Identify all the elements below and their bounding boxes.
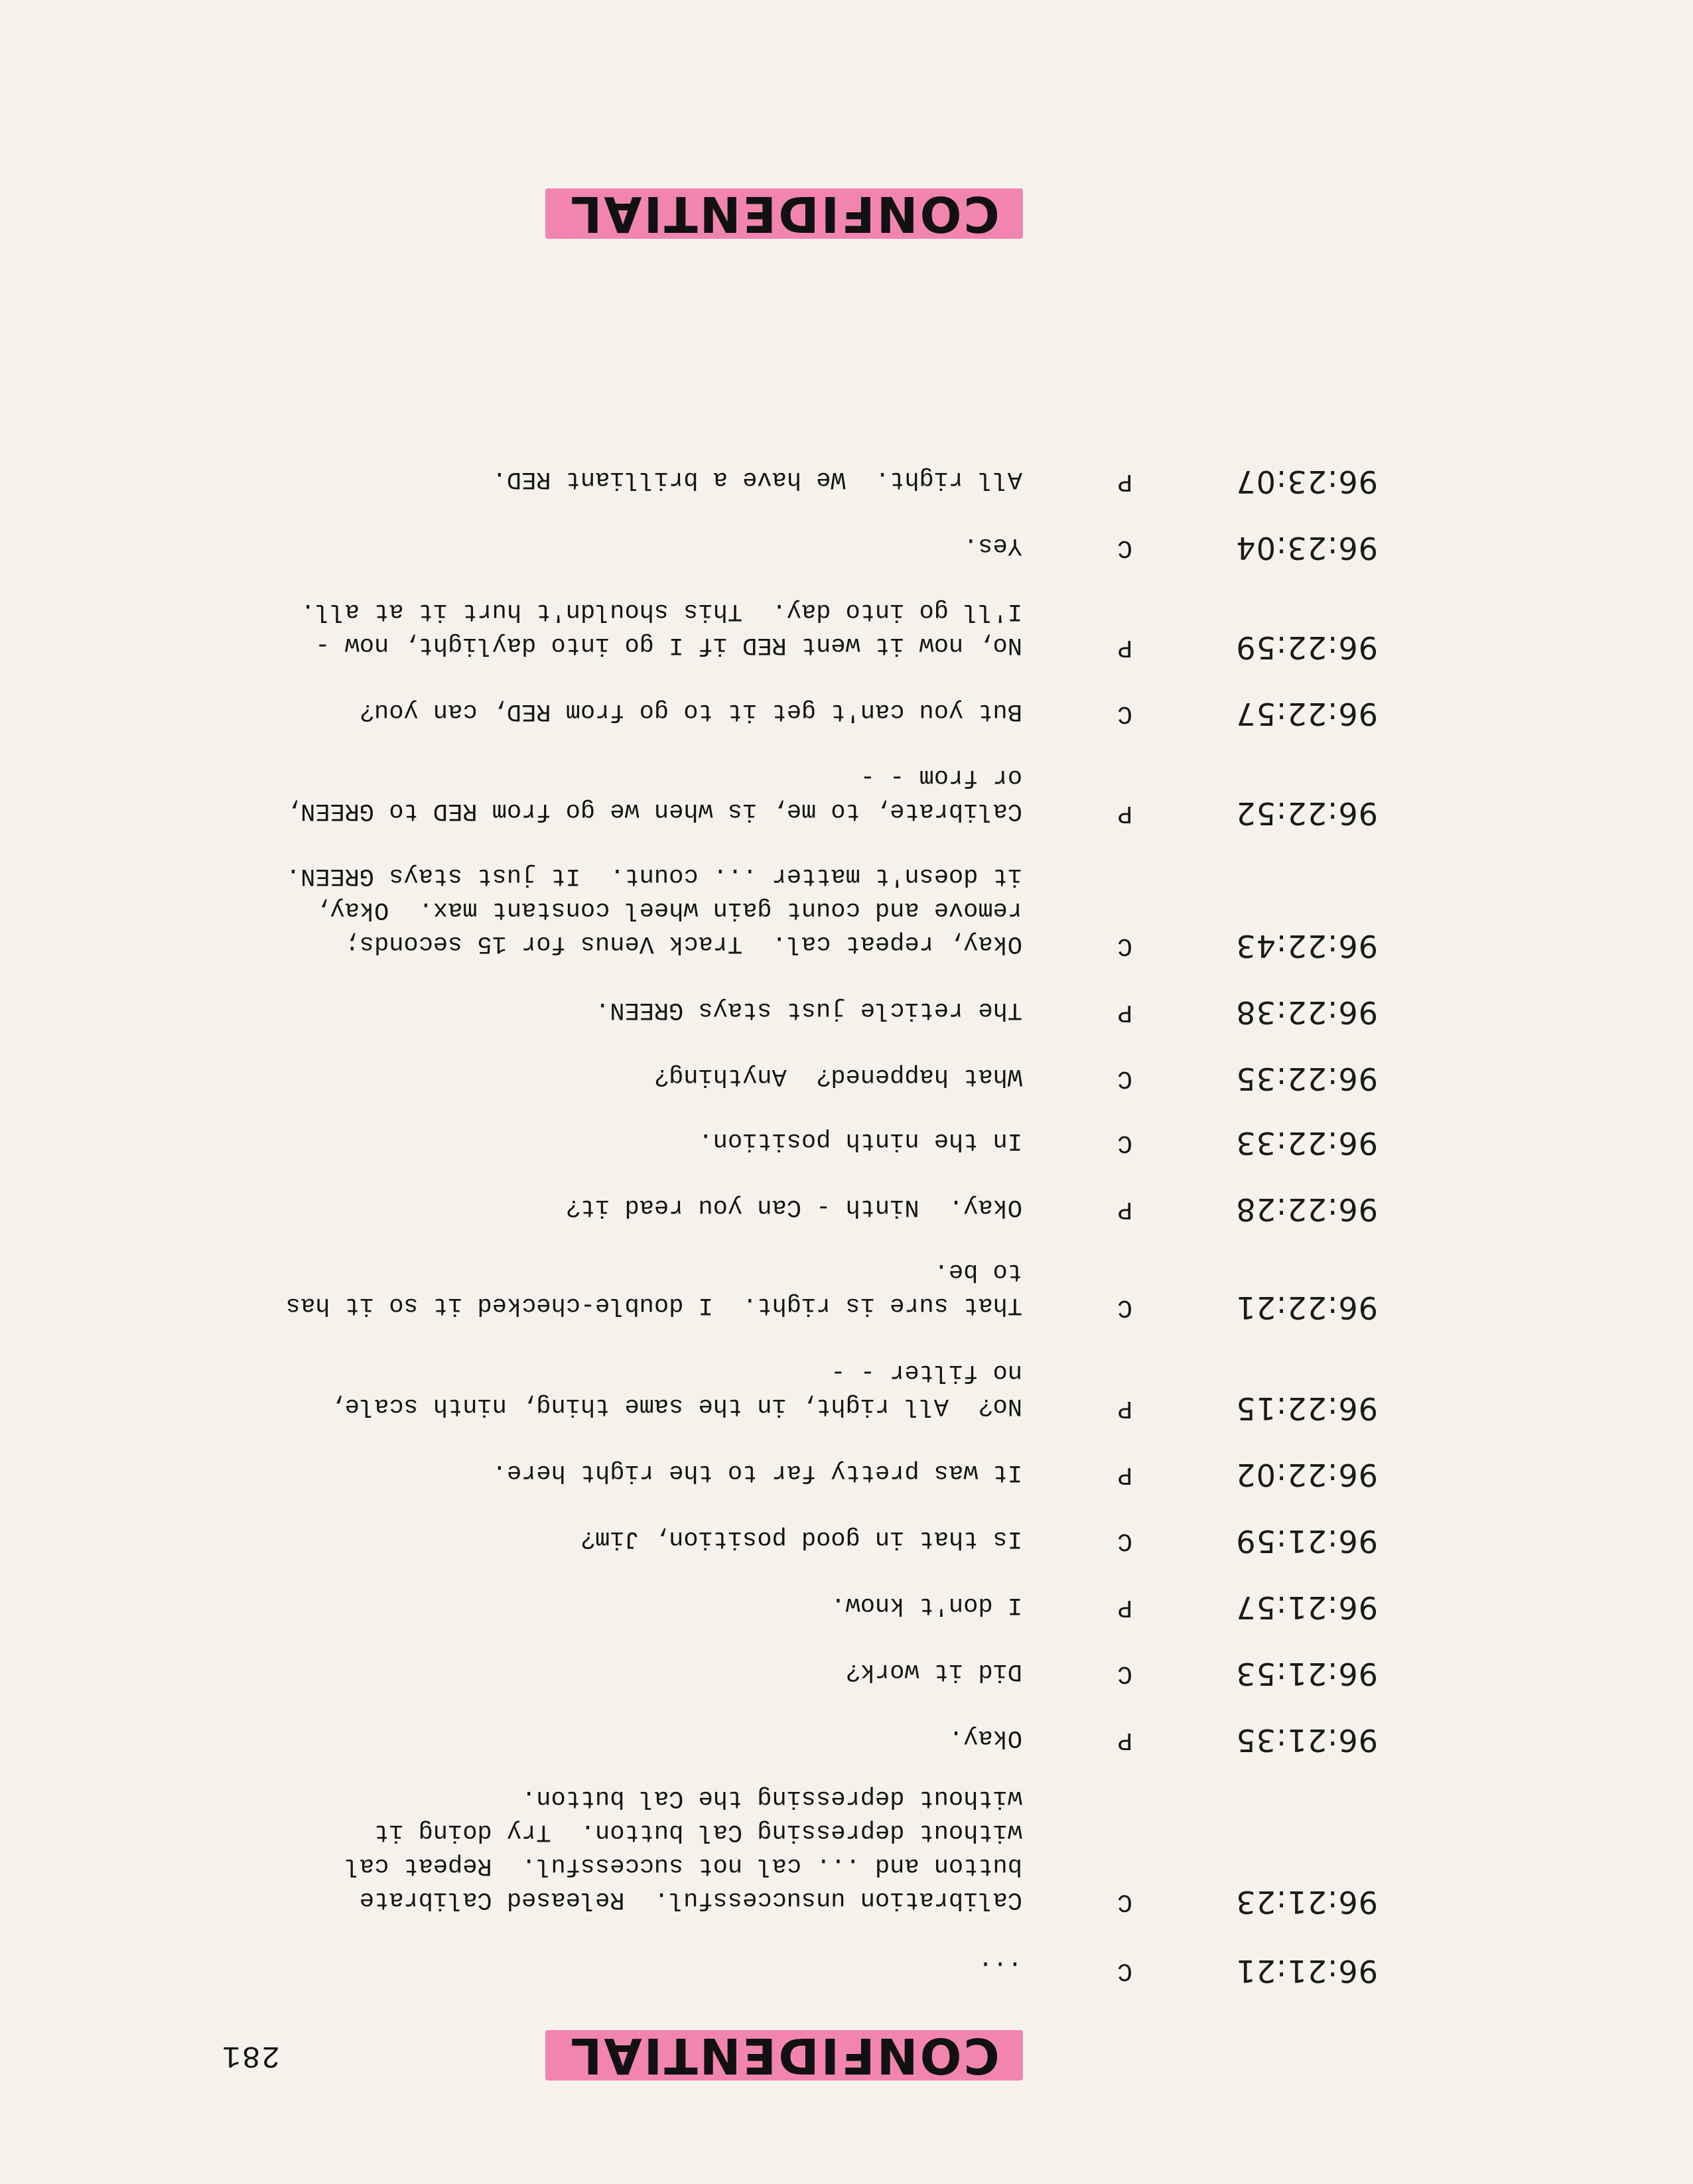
timestamp: 96:21:35: [1235, 1722, 1378, 1758]
speaker: C: [1117, 1527, 1132, 1555]
timestamp: 96:22:38: [1235, 994, 1378, 1030]
timestamp: 96:21:53: [1235, 1656, 1378, 1692]
utterance: No, now it went RED if I go into daylight, now - I'll go into day. This shouldn't hurt it at all.: [301, 597, 1022, 659]
speaker: P: [1117, 1195, 1132, 1223]
utterance: Okay. Ninth - Can you read it?: [565, 1193, 1022, 1221]
utterance: Yes.: [963, 531, 1022, 559]
utterance: Did it work?: [845, 1657, 1022, 1685]
timestamp: 96:21:23: [1235, 1884, 1378, 1920]
stamp-label: CONFIDENTIAL: [569, 2027, 1000, 2084]
speaker: C: [1117, 1659, 1132, 1688]
timestamp: 96:22:35: [1235, 1061, 1378, 1097]
speaker: C: [1117, 533, 1132, 562]
speaker: P: [1117, 1460, 1132, 1489]
utterance: No? All right, in the same thing, ninth scale, no filter - -: [330, 1358, 1022, 1420]
timestamp: 96:21:21: [1235, 1953, 1378, 1989]
utterance: The reticle just stays GREEN.: [595, 996, 1022, 1024]
speaker: P: [1117, 998, 1132, 1026]
timestamp: 96:23:04: [1235, 530, 1378, 566]
speaker: P: [1117, 1593, 1132, 1621]
utterance: Okay, repeat cal. Track Venus for 15 seconds; remove and count gain wheel constant max. Okay, it doesn't matter ... count. It just stays GREEN.: [285, 862, 1022, 957]
timestamp: 96:22:02: [1235, 1457, 1378, 1493]
speaker: C: [1117, 1128, 1132, 1157]
timestamp: 96:22:28: [1235, 1192, 1378, 1227]
speaker: C: [1117, 1956, 1132, 1985]
speaker: P: [1117, 467, 1132, 496]
utterance: Calibration unsuccessful. Released Calibrate button and ... cal not successful. Repeat cal without depressing Cal button. Try doing it without depressing the Cal button.: [344, 1784, 1022, 1913]
utterance: Okay.: [948, 1724, 1022, 1751]
utterance: Is that in good position, Jim?: [580, 1525, 1022, 1552]
speaker: P: [1117, 1394, 1132, 1422]
utterance: I don't know.: [831, 1591, 1022, 1619]
stamp-label: CONFIDENTIAL: [569, 185, 1000, 242]
confidential-stamp-bottom: [545, 183, 1023, 244]
timestamp: 96:22:59: [1235, 630, 1378, 665]
utterance: All right. We have a brilliant RED.: [492, 465, 1022, 493]
speaker: P: [1117, 633, 1132, 661]
utterance: But you can't get it to go from RED, can you?: [359, 697, 1022, 725]
utterance: Calibrate, to me, is when we go from RED to GREEN, or from - -: [285, 763, 1022, 825]
utterance: What happened? Anything?: [653, 1062, 1022, 1090]
utterance: That sure is right. I double-checked it so it has to be.: [285, 1257, 1022, 1319]
speaker: C: [1117, 1064, 1132, 1093]
page-number: 281: [221, 2038, 280, 2073]
timestamp: 96:22:15: [1235, 1391, 1378, 1426]
timestamp: 96:22:43: [1235, 928, 1378, 964]
confidential-stamp-top: [545, 2025, 1023, 2086]
speaker: P: [1117, 799, 1132, 827]
speaker: C: [1117, 1293, 1132, 1322]
speaker: C: [1117, 699, 1132, 728]
timestamp: 96:22:52: [1235, 795, 1378, 831]
timestamp: 96:21:57: [1235, 1590, 1378, 1625]
timestamp: 96:21:59: [1235, 1523, 1378, 1559]
timestamp: 96:22:21: [1235, 1290, 1378, 1326]
speaker: C: [1117, 1887, 1132, 1916]
timestamp: 96:23:07: [1235, 464, 1378, 500]
utterance: In the ninth position.: [698, 1126, 1022, 1154]
timestamp: 96:22:57: [1235, 696, 1378, 732]
speaker: P: [1117, 1726, 1132, 1754]
utterance: It was pretty far to the right here.: [492, 1458, 1022, 1486]
utterance: ...: [978, 1954, 1022, 1982]
speaker: C: [1117, 931, 1132, 960]
timestamp: 96:22:33: [1235, 1125, 1378, 1161]
